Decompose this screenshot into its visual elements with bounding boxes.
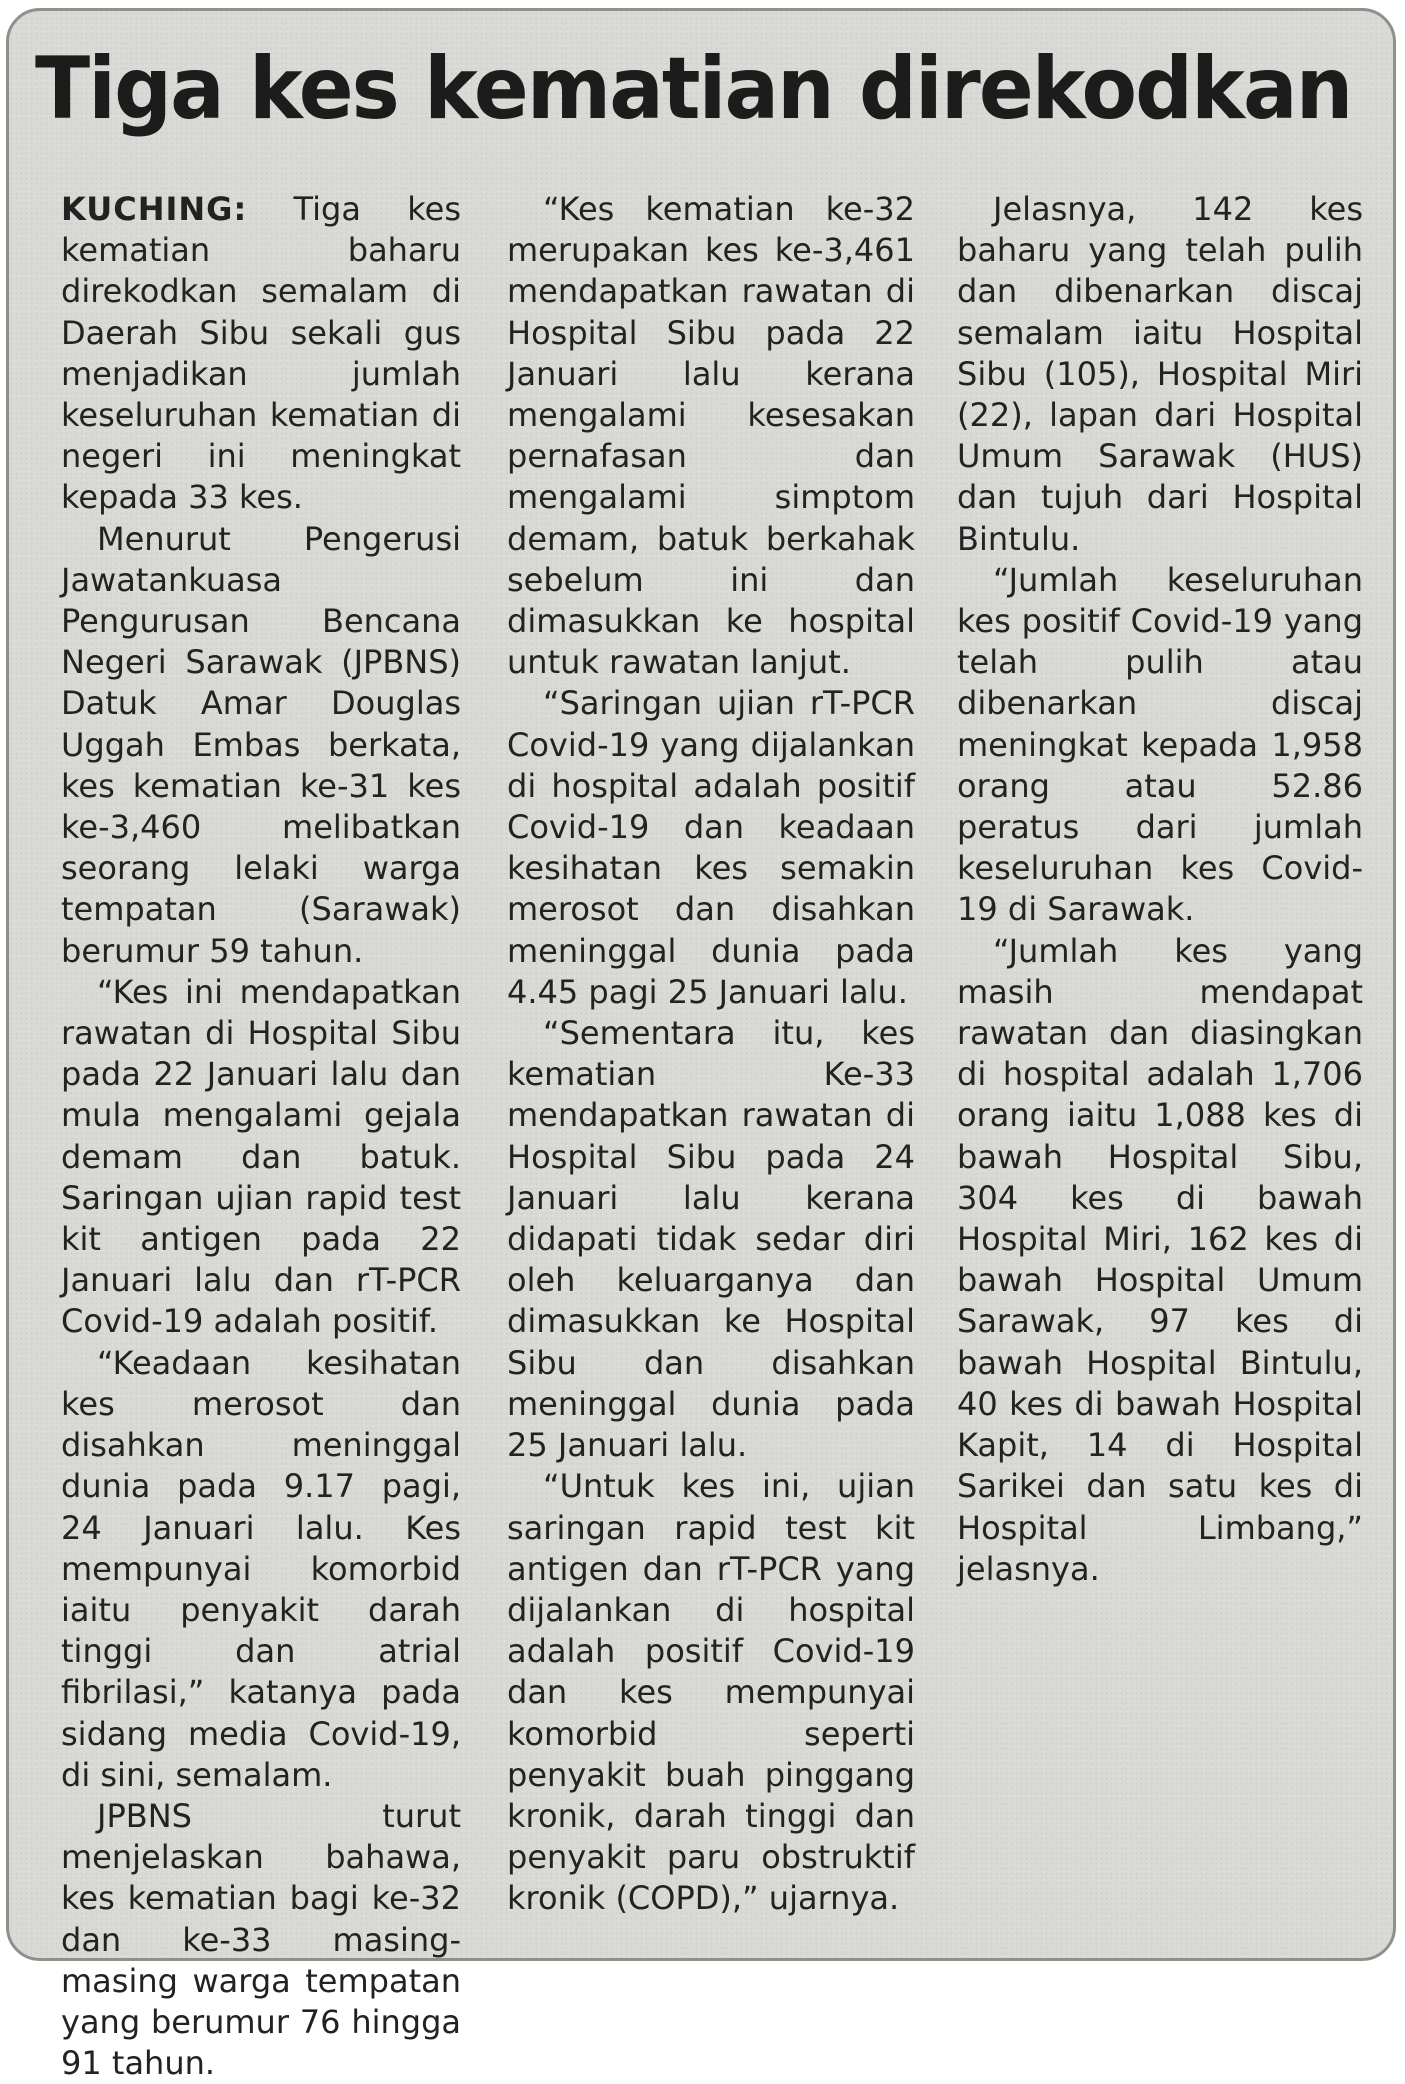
lead-paragraph bbox=[61, 189, 461, 519]
paragraph: JPBNS turut menjelaskan bahawa, kes kematian bagi ke-32 dan ke-33 masing-masing warga tempatan yang berumur 76 hingga 91 tahun. bbox=[61, 1796, 461, 2083]
lead-text: Tiga kes kematian baharu direkodkan semalam di Daerah Sibu sekali gus menjadikan jumlah keseluruhan kematian di negeri ini meningkat kepada 33 kes. bbox=[61, 190, 461, 517]
paragraph: “Kes ini mendapatkan rawatan di Hospital Sibu pada 22 Januari lalu dan mula mengalami gejala demam dan batuk. Saringan ujian rapid test kit antigen pada 22 Januari lalu dan rT-PCR Covid-19 adalah positif. bbox=[61, 972, 461, 1341]
paragraph: “Kes kematian ke-32 merupakan kes ke-3,461 mendapatkan rawatan di Hospital Sibu pada 22 Januari lalu kerana mengalami kesesakan pernafasan dan mengalami simptom demam, batuk berkahak sebelum ini dan dimasukkan ke hospital untuk rawatan lanjut. bbox=[507, 190, 915, 682]
column-3 bbox=[957, 189, 1363, 1590]
dateline: KUCHING: bbox=[61, 190, 248, 228]
column-2 bbox=[507, 189, 915, 1920]
paragraph: “Jumlah kes yang masih mendapat rawatan dan diasingkan di hospital adalah 1,706 orang iaitu 1,088 kes di bawah Hospital Sibu, 304 kes di bawah Hospital Miri, 162 kes di bawah Hospital Umum Sarawak, 97 kes di bawah Hospital Bintulu, 40 kes di bawah Hospital Kapit, 14 di Hospital Sarikei dan satu kes di Hospital Limbang,” jelasnya. bbox=[957, 931, 1363, 1588]
headline: Tiga kes kematian direkodkan bbox=[35, 39, 1352, 139]
paragraph: Menurut Pengerusi Jawatankuasa Pengurusan Bencana Negeri Sarawak (JPBNS) Datuk Amar Douglas Uggah Embas berkata, kes kematian ke-31 kes ke-3,460 melibatkan seorang lelaki warga tempatan (Sarawak) berumur 59 tahun. bbox=[61, 519, 461, 970]
paragraph: “Saringan ujian rT-PCR Covid-19 yang dijalankan di hospital adalah positif Covid-19 dan keadaan kesihatan kes semakin merosot dan disahkan meninggal dunia pada 4.45 pagi 25 Januari lalu. bbox=[507, 684, 915, 1011]
newspaper-clipping bbox=[6, 8, 1396, 2083]
paragraph: Jelasnya, 142 kes baharu yang telah pulih dan dibenarkan discaj semalam iaitu Hospital Sibu (105), Hospital Miri (22), lapan dari Hospital Umum Sarawak (HUS) dan tujuh dari Hospital Bintulu. bbox=[957, 190, 1363, 558]
paragraph: “Untuk kes ini, ujian saringan rapid test kit antigen dan rT-PCR yang dijalankan di hospital adalah positif Covid-19 dan kes mempunyai komorbid seperti penyakit buah pinggang kronik, darah tinggi dan penyakit paru obstruktif kronik (COPD),” ujarnya. bbox=[507, 1467, 915, 1918]
paragraph: “Sementara itu, kes kematian Ke-33 mendapatkan rawatan di Hospital Sibu pada 24 Januari lalu kerana didapati tidak sedar diri oleh keluarganya dan dimasukkan ke Hospital Sibu dan disahkan meninggal dunia pada 25 Januari lalu. bbox=[507, 1014, 915, 1465]
paragraph: “Jumlah keseluruhan kes positif Covid-19 yang telah pulih atau dibenarkan discaj meningkat kepada 1,958 orang atau 52.86 peratus dari jumlah keseluruhan kes Covid-19 di Sarawak. bbox=[957, 560, 1363, 929]
paragraph: “Keadaan kesihatan kes merosot dan disahkan meninggal dunia pada 9.17 pagi, 24 Januari lalu. Kes mempunyai komorbid iaitu penyakit darah tinggi dan atrial fibrilasi,” katanya pada sidang media Covid-19, di sini, semalam. bbox=[61, 1343, 461, 1794]
column-1 bbox=[61, 189, 461, 2084]
